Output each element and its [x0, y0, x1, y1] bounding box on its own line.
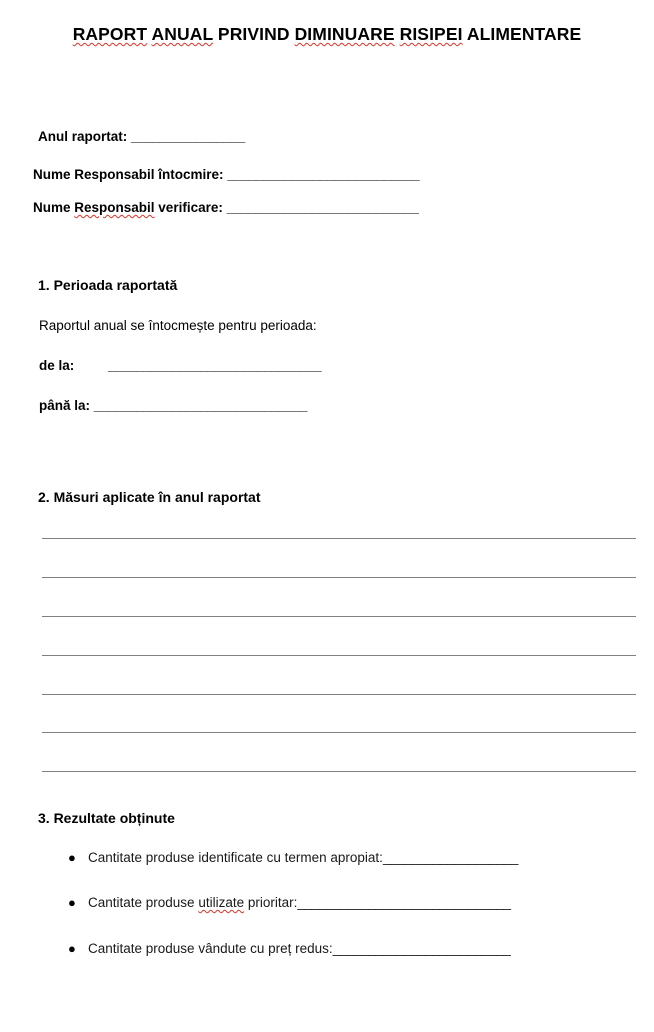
section-2-write-line-4[interactable] [42, 655, 636, 656]
title-word-risipei: RISIPEI [399, 24, 463, 44]
section-1-intro: Raportul anual se întocmește pentru perioada: [39, 318, 317, 333]
field-pana-la-label: până la: [39, 398, 91, 413]
page-title [0, 24, 654, 45]
section-2-write-line-6[interactable] [42, 732, 636, 733]
section-2-write-line-5[interactable] [42, 694, 636, 695]
section-2-write-line-1[interactable] [42, 538, 636, 539]
title-word-alimentare: ALIMENTARE [462, 24, 582, 44]
bullet-icon: ● [68, 850, 76, 865]
section-3-heading: 3. Rezultate obținute [38, 810, 175, 826]
field-responsabil-verificare-label-post: verificare: [154, 200, 223, 215]
list-item-blank[interactable]: ___________________ [382, 850, 518, 865]
section-1-heading: 1. Perioada raportată [38, 277, 178, 293]
list-item[interactable] [68, 850, 518, 865]
field-de-la-blank[interactable]: ______________________________ [108, 358, 322, 373]
title-word-raport: RAPORT [72, 24, 148, 44]
field-de-la-label: de la: [39, 358, 75, 373]
title-word-anual: ANUAL [151, 24, 213, 44]
title-word-diminuare: DIMINUARE [294, 24, 395, 44]
list-item-label: Cantitate produse vândute cu preț redus: [88, 941, 333, 956]
bullet-icon: ● [68, 895, 76, 910]
list-item[interactable] [68, 941, 510, 956]
field-responsabil-verificare-label-pre: Nume [33, 200, 75, 215]
title-word-privind: PRIVIND [212, 24, 295, 44]
list-item[interactable] [68, 895, 511, 910]
list-item-label-pre: Cantitate produse [88, 895, 199, 910]
field-responsabil-verificare-misspelled: Responsabil [74, 200, 155, 215]
section-2-write-line-3[interactable] [42, 616, 636, 617]
list-item-label: Cantitate produse identificate cu termen apropiat: [88, 850, 383, 865]
field-responsabil-verificare[interactable] [33, 201, 419, 216]
field-pana-la-blank[interactable]: ______________________________ [93, 398, 308, 413]
list-item-blank[interactable]: ______________________________ [297, 895, 511, 910]
field-responsabil-intocmire-label: Nume Responsabil întocmire: [33, 167, 224, 182]
field-anul-raportat-blank[interactable]: ________________ [131, 129, 245, 144]
field-anul-raportat[interactable] [38, 130, 245, 145]
field-pana-la[interactable] [39, 399, 307, 414]
field-responsabil-intocmire[interactable] [33, 168, 419, 183]
field-responsabil-intocmire-blank[interactable]: ___________________________ [227, 167, 420, 182]
list-item-blank[interactable]: _________________________ [332, 941, 511, 956]
bullet-icon: ● [68, 941, 76, 956]
section-2-write-line-7[interactable] [42, 771, 636, 772]
section-2-heading: 2. Măsuri aplicate în anul raportat [38, 489, 261, 505]
section-2-write-line-2[interactable] [42, 577, 636, 578]
field-responsabil-verificare-blank[interactable]: ___________________________ [226, 200, 419, 215]
field-de-la[interactable] [39, 359, 321, 374]
list-item-label-post: prioritar: [244, 895, 298, 910]
list-item-misspelled-word: utilizate [198, 895, 245, 910]
field-anul-raportat-label: Anul raportat: [38, 129, 128, 144]
